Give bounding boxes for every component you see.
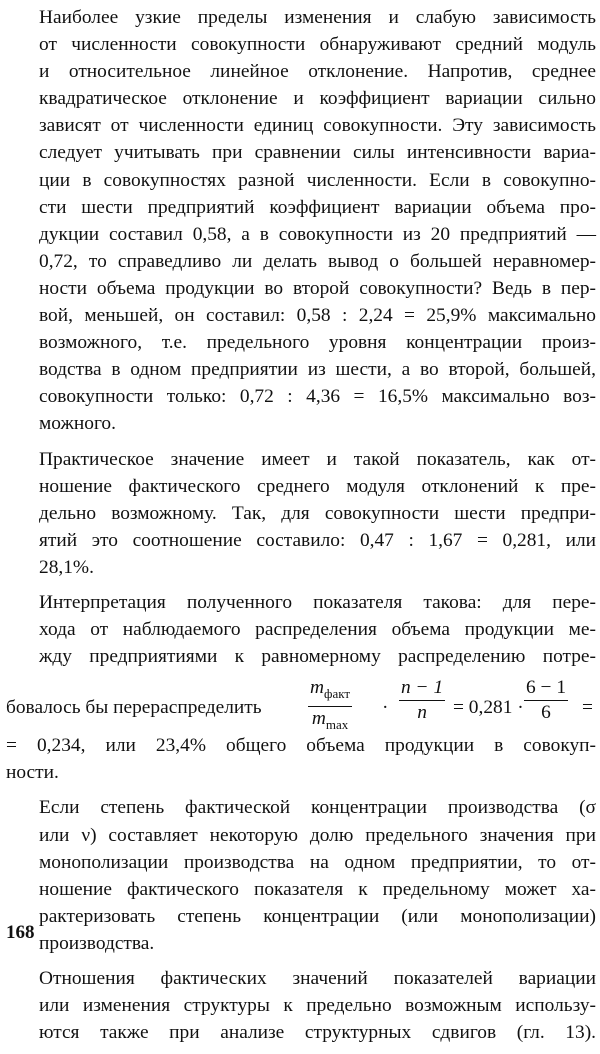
text-line: ются также при анализе структурных сдвигов (гл. 13). xyxy=(39,1022,596,1044)
text-line: сти шести предприятий коэффициент вариации объема про- xyxy=(39,196,596,218)
text-line: можного. xyxy=(39,413,116,435)
text-line: вой, меньшей, он составил: 0,58 : 2,24 = 25,9% максимально xyxy=(39,305,596,327)
page-number: 168 xyxy=(6,922,35,943)
text-line: Если степень фактической концентрации производства (σ xyxy=(39,797,596,819)
text-line: водства в одном предприятии из шести, а во второй, большей, xyxy=(39,359,596,381)
page-body xyxy=(6,4,596,1054)
fraction-numerator: 6 − 1 xyxy=(524,676,568,701)
text-line: монополизации производства на одном предприятии, то от- xyxy=(39,851,596,873)
fraction-n-minus-1-over-n xyxy=(399,676,445,725)
text-line: хода от наблюдаемого распределения объема продукции ме- xyxy=(39,619,596,641)
text-line: зависят от численности единиц совокупности. Эту зависимость xyxy=(39,115,596,137)
equals-coefficient: = 0,281 · xyxy=(453,697,524,719)
text-line: Практическое значение имеет и такой показатель, как от- xyxy=(39,448,596,470)
fraction-numerator xyxy=(308,676,352,707)
text-line: Наиболее узкие пределы изменения и слабую зависимость xyxy=(39,7,596,28)
fraction-denominator: n xyxy=(417,702,427,724)
text-line: или ν) составляет некоторую долю предельного значения при xyxy=(39,824,596,846)
fraction-denominator: 6 xyxy=(541,702,551,724)
text-line: производства. xyxy=(39,932,155,954)
text-line: следует учитывать при сравнении силы интенсивности вариа- xyxy=(39,142,596,164)
text-line: Интерпретация полученного показателя такова: для пере- xyxy=(39,591,596,613)
text-line: ношение фактического показателя к предельному может ха- xyxy=(39,878,596,900)
variable-m: m xyxy=(311,708,326,730)
variable-m: m xyxy=(310,677,325,699)
text-line: дельно возможному. Так, для совокупности шести предпри- xyxy=(39,502,596,524)
text-line: ятий это соотношение составило: 0,47 : 1,67 = 0,281, или xyxy=(39,529,596,551)
text-line: Отношения фактических значений показателей вариации xyxy=(39,968,596,989)
text-line: ношение фактического среднего модуля отклонений к пре- xyxy=(39,475,596,497)
text-line: от численности совокупности обнаруживают средний модуль xyxy=(39,34,596,56)
text-line: или изменения структуры к предельно возможным использу- xyxy=(39,995,596,1017)
formula-line xyxy=(6,676,596,732)
subscript-fact: факт xyxy=(324,686,351,702)
text-line: ности. xyxy=(6,762,59,784)
paragraph-3 xyxy=(6,589,596,670)
subscript-max: max xyxy=(325,717,349,732)
formula-lead-text: бовалось бы перераспределить xyxy=(6,697,262,719)
text-line: = 0,234, или 23,4% общего объема продукции в совокуп- xyxy=(6,735,596,757)
fraction-denominator xyxy=(308,707,352,737)
paragraph-1 xyxy=(6,4,596,438)
paragraph-3-continuation xyxy=(6,732,596,786)
text-line: совокупности только: 0,72 : 4,36 = 16,5% максимально воз- xyxy=(39,386,596,408)
multiply-dot: · xyxy=(382,697,389,719)
paragraph-4 xyxy=(6,794,596,957)
fraction-numerator: n − 1 xyxy=(399,676,445,701)
trailing-equals: = xyxy=(582,697,593,719)
text-line: рактеризовать степень концентрации (или монополизации) xyxy=(39,905,596,927)
text-line: ности объема продукции во второй совокупности? Ведь в пер- xyxy=(39,277,596,299)
paragraph-5 xyxy=(6,965,596,1046)
text-line: дукции составил 0,58, а в совокупности из 20 предприятий — xyxy=(39,223,596,245)
text-line: и относительное линейное отклонение. Напротив, среднее xyxy=(39,61,596,83)
fraction-m-fact-over-m-max xyxy=(308,676,352,737)
text-line: жду предприятиями к равномерному распределению потре- xyxy=(39,646,596,668)
text-line: 28,1%. xyxy=(39,556,94,578)
text-line: 0,72, то справедливо ли делать вывод о большей неравномер- xyxy=(39,250,596,272)
text-line: возможного, т.е. предельного уровня концентрации произ- xyxy=(39,332,596,354)
text-line: ции в совокупностях разной численности. Если в совокупно- xyxy=(39,169,596,191)
fraction-5-over-6 xyxy=(524,676,568,725)
text-line: квадратическое отклонение и коэффициент вариации сильно xyxy=(39,88,596,110)
paragraph-2 xyxy=(6,446,596,581)
